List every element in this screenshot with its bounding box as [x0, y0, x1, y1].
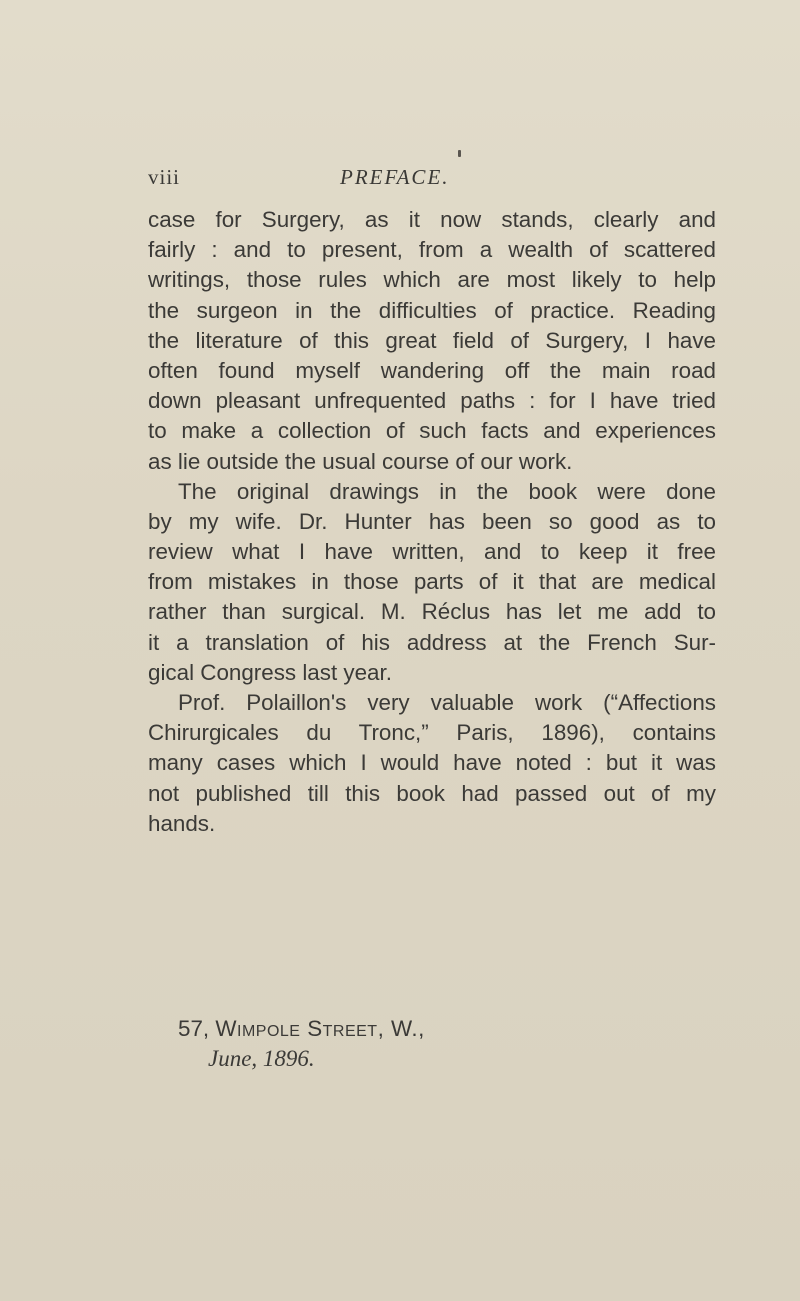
address-number: 57, — [178, 1016, 210, 1041]
ink-speck — [458, 150, 461, 157]
text-line: hands. — [148, 810, 216, 836]
page-number: viii — [148, 165, 181, 189]
preface-text — [148, 205, 716, 839]
text-line: by my wife. Dr. Hunter has been so good as to — [148, 508, 716, 534]
signature-date: June, 1896. — [208, 1046, 315, 1071]
text-line: The original drawings in the book were done — [178, 478, 716, 504]
text-line: fairly : and to present, from a wealth of scattered — [148, 237, 716, 263]
text-line: Chirurgicales du Tronc,” Paris, 1896), contains — [148, 720, 716, 746]
signature-address — [178, 1014, 425, 1044]
address-street: Wimpole Street, W., — [215, 1016, 425, 1041]
text-line: Prof. Polaillon's very valuable work (“Affections — [178, 690, 716, 715]
page-header — [148, 165, 708, 195]
text-line: case for Surgery, as it now stands, clearly and — [148, 207, 716, 232]
text-line: rather than surgical. M. Réclus has let me add to — [148, 599, 716, 625]
running-head: PREFACE. — [340, 165, 450, 189]
text-line: writings, those rules which are most likely to help — [148, 267, 716, 293]
text-line: gical Congress last year. — [148, 659, 392, 685]
text-line: as lie outside the usual course of our work. — [148, 448, 573, 474]
text-line: often found myself wandering off the main road — [148, 357, 716, 383]
text-line: many cases which I would have noted : but it was — [148, 750, 716, 776]
text-line: not published till this book had passed out of my — [148, 780, 716, 806]
text-line: down pleasant unfrequented paths : for I have tried — [148, 388, 716, 414]
text-line: review what I have written, and to keep it free — [148, 539, 716, 565]
text-line: to make a collection of such facts and experiences — [148, 418, 716, 444]
signature-block — [178, 1014, 425, 1074]
text-line: it a translation of his address at the French Sur- — [148, 629, 716, 655]
text-line: the surgeon in the difficulties of practice. Reading — [148, 297, 716, 323]
text-line: from mistakes in those parts of it that are medical — [148, 569, 716, 595]
text-line: the literature of this great field of Surgery, I have — [148, 327, 716, 353]
